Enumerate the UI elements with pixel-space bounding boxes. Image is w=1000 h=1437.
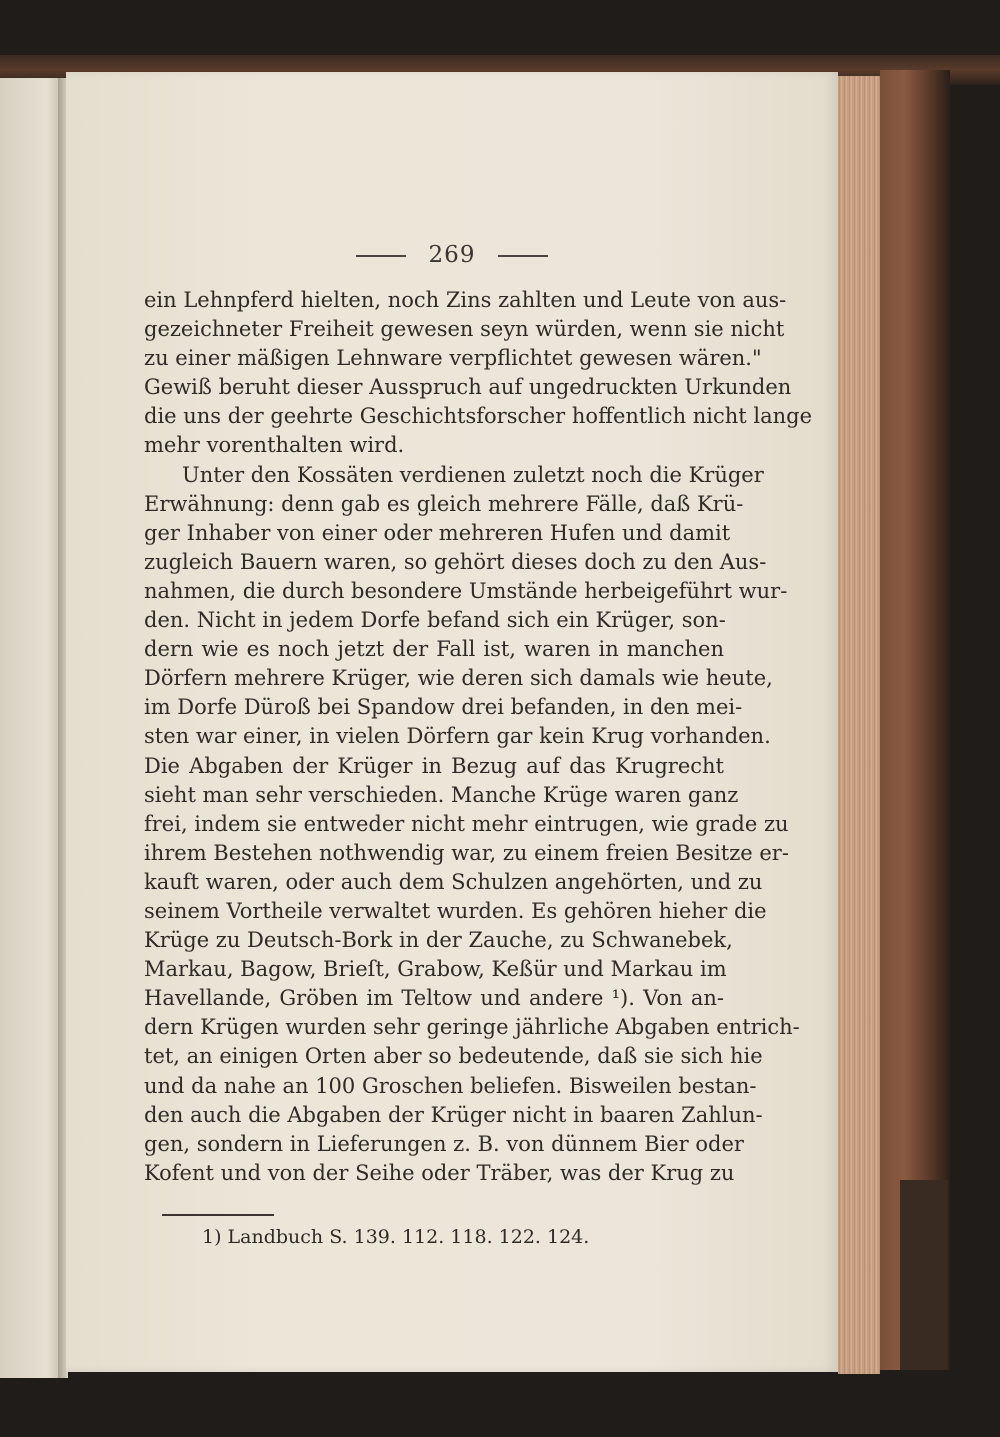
text-line: Kofent und von der Seihe oder Träber, was der Krug zu — [144, 1160, 735, 1185]
text-line: sten war einer, in vielen Dörfern gar kein Krug vorhanden. — [144, 724, 771, 749]
footnote: 1) Landbuch S. 139. 112. 118. 122. 124. — [202, 1226, 590, 1248]
book-cover-right — [880, 70, 950, 1370]
left-page — [0, 78, 60, 1378]
text-line: tet, an einigen Orten aber so bedeutende, daß sie sich hie — [144, 1044, 763, 1069]
text-line: Markau, Bagow, Brieſt, Grabow, Keßür und Markau im — [144, 957, 727, 982]
text-line: Unter den Kossäten verdienen zuletzt noch die Krüger — [182, 462, 764, 487]
text-line: zugleich Bauern waren, so gehört dieses doch zu den Aus- — [144, 549, 767, 574]
text-line: frei, indem sie entweder nicht mehr eintrugen, wie grade zu — [144, 811, 789, 836]
text-line: ein Lehnpferd hielten, noch Zins zahlten und Leute von aus- — [144, 288, 787, 312]
text-line: und da nahe an 100 Groschen beliefen. Bisweilen bestan- — [144, 1073, 757, 1098]
page-header — [66, 242, 838, 268]
text-line: kauft waren, oder auch dem Schulzen angehörten, und zu — [144, 869, 763, 894]
body-text — [144, 286, 813, 1188]
text-line: Krüge zu Deutsch-Bork in der Zauche, zu Schwanebek, — [144, 928, 733, 953]
footnote-rule — [162, 1214, 274, 1216]
text-line: gezeichneter Freiheit gewesen seyn würden, wenn sie nicht — [144, 317, 785, 342]
text-line: den. Nicht in jedem Dorfe befand sich ein Krüger, son- — [144, 608, 726, 633]
text-line: die uns der geehrte Geschichtsforscher hoffentlich nicht lange — [144, 404, 813, 429]
text-line: Havellande, Gröben im Teltow und andere ¹). Von an- — [144, 986, 724, 1011]
text-line: gen, sondern in Lieferungen z. B. von dünnem Bier oder — [144, 1131, 744, 1156]
text-line: Erwähnung: denn gab es gleich mehrere Fälle, daß Krü- — [144, 491, 744, 516]
page-number: 269 — [428, 242, 476, 268]
text-line: Dörfern mehrere Krüger, wie deren sich damals wie heute, — [144, 666, 773, 691]
text-line: ger Inhaber von einer oder mehreren Hufen und damit — [144, 520, 731, 545]
text-line: dern Krügen wurden sehr geringe jährliche Abgaben entrich- — [144, 1015, 800, 1040]
text-line: ihrem Bestehen nothwendig war, zu einem freien Besitze er- — [144, 840, 789, 865]
text-line: mehr vorenthalten wird. — [144, 433, 405, 458]
right-page — [66, 72, 838, 1372]
text-line: nahmen, die durch besondere Umstände herbeigeführt wur- — [144, 578, 788, 603]
text-line: Die Abgaben der Krüger in Bezug auf das Krugrecht — [144, 753, 724, 778]
header-dash-right — [498, 255, 548, 257]
text-line: im Dorfe Düroß bei Spandow drei befanden, in den mei- — [144, 695, 743, 720]
text-line: zu einer mäßigen Lehnware verpflichtet gewesen wären." — [144, 346, 762, 371]
header-dash-left — [356, 255, 406, 257]
text-line: seinem Vortheile verwaltet wurden. Es gehören hieher die — [144, 898, 767, 923]
text-line: den auch die Abgaben der Krüger nicht in baaren Zahlun- — [144, 1102, 763, 1127]
page-edges — [838, 76, 880, 1374]
text-line: sieht man sehr verschieden. Manche Krüge waren ganz — [144, 782, 739, 807]
text-line: dern wie es noch jetzt der Fall ist, waren in manchen — [144, 637, 724, 662]
book-cover-right-lower — [900, 1180, 948, 1370]
text-line: Gewiß beruht dieser Ausspruch auf ungedruckten Urkunden — [144, 375, 792, 400]
